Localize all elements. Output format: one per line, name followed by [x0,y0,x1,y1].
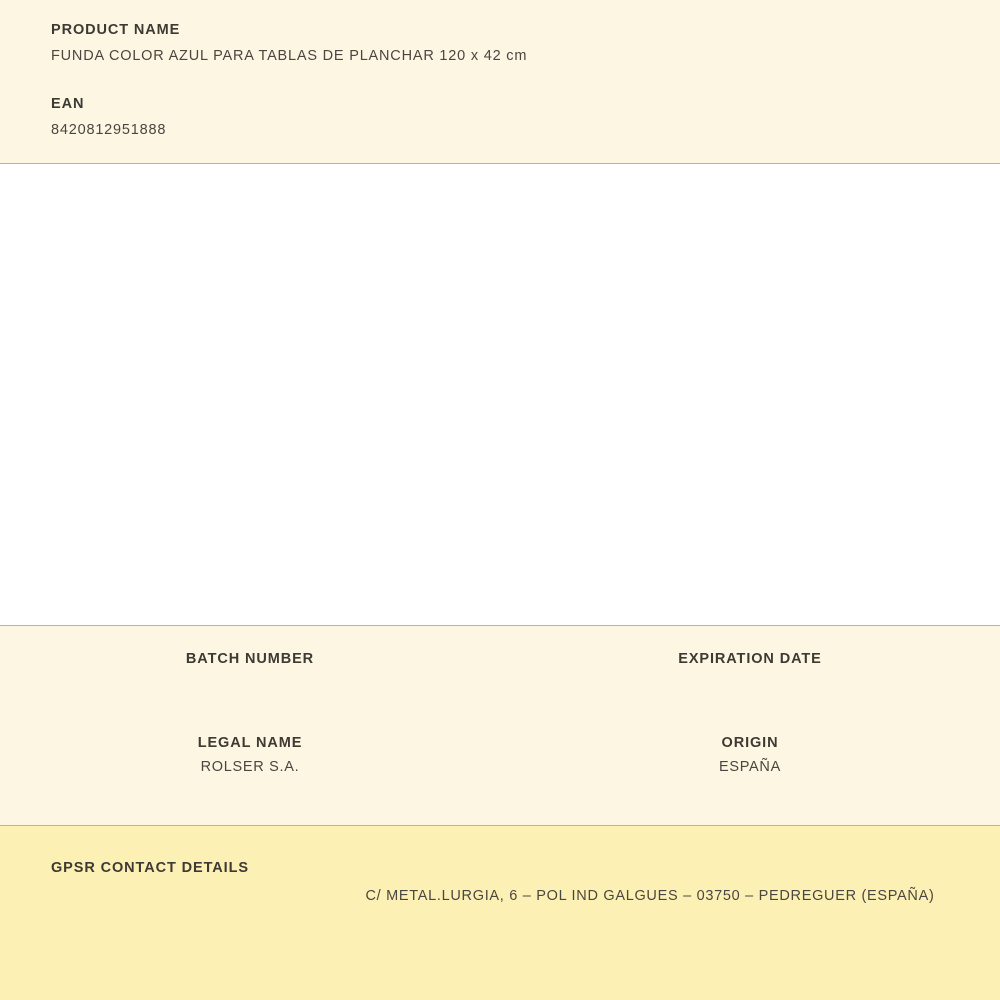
origin-cell [500,735,1000,775]
product-info-inner [0,22,1000,138]
ean-label: EAN [51,96,85,112]
gpsr-contact-section [0,826,1000,1000]
legal-name-value: ROLSER S.A. [200,759,300,775]
expiration-date-cell [500,651,1000,667]
spacer [51,64,1000,96]
batch-expiration-row [0,626,1000,667]
batch-number-label: BATCH NUMBER [185,651,315,667]
product-name-label: PRODUCT NAME [51,22,181,38]
gpsr-contact-label: GPSR CONTACT DETAILS [51,860,249,876]
origin-value: ESPAÑA [719,759,781,775]
origin-label: ORIGIN [721,735,779,751]
product-name-value: FUNDA COLOR AZUL PARA TABLAS DE PLANCHAR 120 x 42 cm [51,48,528,64]
expiration-date-label: EXPIRATION DATE [678,651,822,667]
product-image-area [0,164,1000,625]
legal-origin-row [0,667,1000,775]
legal-name-label: LEGAL NAME [197,735,303,751]
manufacturer-details-section [0,626,1000,825]
gpsr-contact-address: C/ METAL.LURGIA, 6 – POL IND GALGUES – 03750 – PEDREGUER (ESPAÑA) [365,888,935,904]
product-info-section [0,0,1000,163]
legal-name-cell [0,735,500,775]
batch-number-cell [0,651,500,667]
ean-value: 8420812951888 [51,122,167,138]
